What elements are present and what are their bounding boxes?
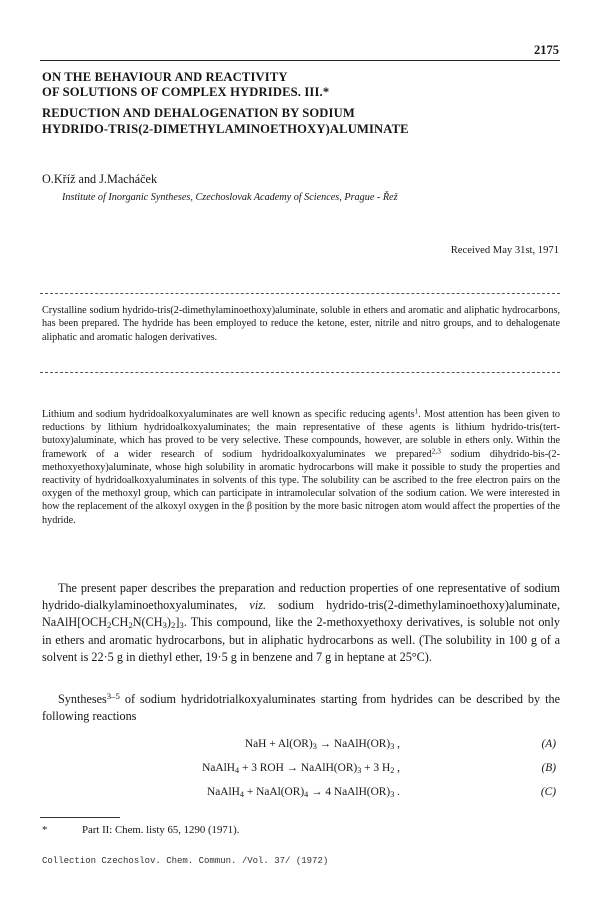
equation-label-a: (A) xyxy=(541,738,556,750)
footnote: * Part II: Chem. listy 65, 1290 (1971). xyxy=(42,824,240,836)
abstract: Crystalline sodium hydrido-tris(2-dimethylaminoethoxy)aluminate, soluble in ethers and aromatic and aliphatic hydrocarbons, has been prepared. The hydride has been employed to reduce the ketone, ester, nitrile and nitro groups, and to dehalogenate aliphatic and aromatic halogen derivatives. xyxy=(42,305,560,343)
ref-1: 1 xyxy=(414,406,419,416)
authors: O.Kříž and J.Macháček xyxy=(42,172,158,186)
introduction-paragraph: Lithium and sodium hydridoalkoxyaluminates are well known as specific reducing agents$^1$. Most attention has been given to reductions by lithium hydridoalkoxyaluminates; the main representative of these agents is lithium hydrido-tris(tert-butoxy)aluminate, which has proved to be very selective. These compounds, however, are soluble in ethers only. Within the framework of a wider research of sodium hydridoalkoxyaluminates we prepared$^{2,3}$ sodium dihydrido-bis-(2-methoxyethoxy)aluminate, whose high solubility in aromatic hydrocarbons will make it possible to study the properties and reactivity of hydridoalkoxyaluminates in solvents of this type. The solubility can be ascribed to the free electron pairs on the oxygen of the methoxyl group, which can participate in intramolecular solvation of the sodium cation. We were interested in how the replacement of the alkoxyl oxygen in the β position by the more basic nitrogen atom would affect the properties of the hydride. xyxy=(42,406,561,526)
title-line-1: ON THE BEHAVIOUR AND REACTIVITY xyxy=(42,70,288,84)
page-number: 2175 xyxy=(534,43,559,57)
footnote-rule xyxy=(40,817,120,818)
journal-footer: Collection Czechoslov. Chem. Commun. /Vol. 37/ (1972) xyxy=(42,856,329,866)
equation-c: NaAlH$_4$ + $NaAl(OR)_4 \to 4$ $NaAlH(OR)_3$ . (C) xyxy=(206,786,556,800)
equation-label-c: (C) xyxy=(540,786,556,798)
equation-a: NaH + $Al(OR)_3$ → $NaAlH(OR)_3$ , (A) xyxy=(244,738,556,752)
affiliation: Institute of Inorganic Syntheses, Czechoslovak Academy of Sciences, Prague - Řež xyxy=(62,192,398,203)
received-date: Received May 31st, 1971 xyxy=(450,245,559,256)
title-line-4: HYDRIDO-TRIS(2-DIMETHYLAMINOETHOXY)ALUMINATE xyxy=(42,121,409,136)
body-paragraph-2: Syntheses$^{3-5}$ of sodium hydridotrialkoxyaluminates starting from hydrides can be described by the following reactions xyxy=(42,691,560,724)
equation-label-b: (B) xyxy=(541,762,556,774)
title-line-2: OF SOLUTIONS OF COMPLEX HYDRIDES. III.* xyxy=(42,85,330,100)
abstract-bottom-rule xyxy=(40,372,560,373)
ref-3-5: 3–5 xyxy=(106,691,120,702)
equation-b: NaAlH$_4$ + 3 ROH → $NaAlH(OR)_3 + 3$ $H_2$ , (B) xyxy=(202,762,556,776)
body-paragraph-1: The present paper describes the preparation and reduction properties of one representative of sodium hydrido-dialkylaminoethoxyaluminates, viz. sodium hydrido-tris(2-dimethylaminoethoxy)aluminate, $NaAlH[OCH_2CH_2N(CH_3)_2]_3$. This compound, like the 2-methoxyethoxy derivatives, is soluble not only in ethers and aromatic hydrocarbons, but in aliphatic hydrocarbons as well. (The solubility in 100 g of a solvent is 22·5 g in diethyl ether, 19·5 g in benzene and 7 g in heptane at 25°C). xyxy=(42,581,560,664)
header-rule xyxy=(40,60,560,61)
ref-2-3: 2,3 xyxy=(431,446,441,456)
abstract-top-rule xyxy=(40,293,560,294)
article-title xyxy=(42,70,562,137)
title-line-3: REDUCTION AND DEHALOGENATION BY SODIUM xyxy=(42,106,355,121)
